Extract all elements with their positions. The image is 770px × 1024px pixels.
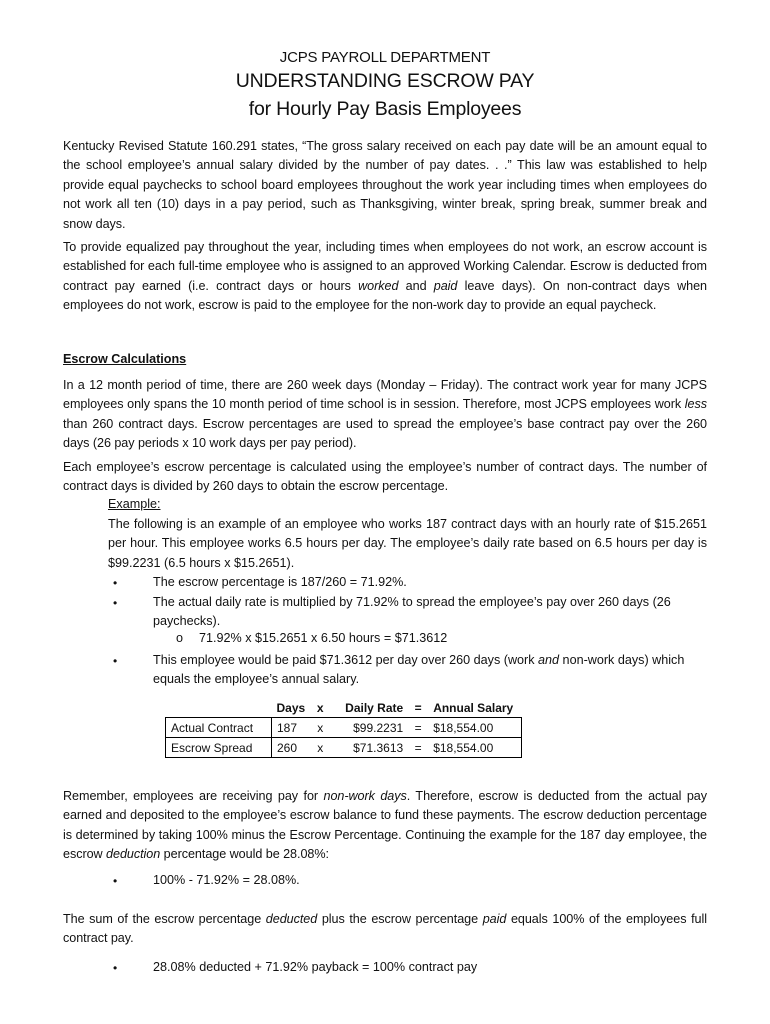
table-header: Daily Rate [345, 700, 404, 715]
department-heading: JCPS PAYROLL DEPARTMENT [279, 49, 491, 66]
table-cell: Escrow Spread [166, 738, 272, 758]
table-row [166, 738, 522, 758]
table-header [166, 698, 272, 718]
table-header: Annual Salary [433, 700, 514, 715]
sum-paragraph: The sum of the escrow percentage deducted plus the escrow percentage paid equals 100% of the employees full contract pay. [63, 912, 707, 946]
table-cell: Actual Contract [166, 718, 272, 738]
statute-paragraph: Kentucky Revised Statute 160.291 states, “The gross salary received on each pay date will be an amount equal to the school employee’s annual salary divided by the number of pay dates. . .” This law was established to help provide equal paychecks to school board employees throughout the work year including times when employees do not work all ten (10) days in a pay period, such as Thanksgiving, winter break, spring break, summer break and snow days. [63, 139, 707, 231]
table-cell: 187 [272, 718, 311, 738]
bullet-deduction-percentage: 100% - 71.92% = 28.08%. [153, 873, 300, 887]
document-title: UNDERSTANDING ESCROW PAY [235, 70, 535, 92]
table-cell: $18,554.00 [428, 718, 522, 738]
bullet-escrow-percentage: The escrow percentage is 187/260 = 71.92%. [153, 575, 407, 589]
escrow-table [165, 698, 522, 758]
bullet-icon: • [113, 874, 118, 888]
table-cell: $99.2231 [330, 718, 408, 738]
escrow-percentage-paragraph: Each employee’s escrow percentage is calculated using the employee’s number of contract days. The number of contract days is divided by 260 days to obtain the escrow percentage. [63, 460, 707, 494]
table-cell: x [310, 718, 330, 738]
table-cell: 260 [272, 738, 311, 758]
bullet-icon: • [113, 596, 118, 610]
table-cell: $71.3613 [330, 738, 408, 758]
table-cell: $18,554.00 [428, 738, 522, 758]
bullet-contract-pay: 28.08% deducted + 71.92% payback = 100% contract pay [153, 960, 478, 974]
example-label: Example: [108, 497, 161, 511]
table-header: Days [276, 700, 306, 715]
escrow-account-paragraph: To provide equalized pay throughout the year, including times when employees do not work, an escrow account is established for each full-time employee who is assigned to an approved Working Calendar. Escrow is deducted from contract pay earned (i.e. contract days or hours worked and paid leave days). On non-contract days when employees do not work, escrow is paid to the employee for the non-work day to provide an equal paycheck. [63, 240, 707, 313]
example-text: The following is an example of an employee who works 187 contract days with an hourly rate of $15.2651 per hour. This employee works 6.5 hours per day. The employee’s daily rate based on 6.5 hours per day is $99.2231 (6.5 hours x $15.2651). [108, 517, 707, 570]
sub-bullet-icon: o [176, 631, 184, 645]
table-cell: x [310, 738, 330, 758]
week-days-paragraph: In a 12 month period of time, there are 260 week days (Monday – Friday). The contract work year for many JCPS employees only spans the 10 month period of time school is in session. Therefore, most JCPS employees work less than 260 contract days. Escrow percentages are used to spread the employee’s base contract pay over the 260 days (26 pay periods x 10 work days per pay period). [63, 378, 707, 451]
sub-bullet-calculation: 71.92% x $15.2651 x 6.50 hours = $71.3612 [199, 631, 448, 645]
table-row [166, 718, 522, 738]
section-heading-escrow-calculations: Escrow Calculations [63, 352, 187, 366]
document-subtitle: for Hourly Pay Basis Employees [248, 98, 522, 120]
table-cell: = [408, 738, 428, 758]
bullet-daily-rate: The actual daily rate is multiplied by 71.92% to spread the employee’s pay over 260 days (26 paychecks). [153, 595, 671, 629]
bullet-icon: • [113, 576, 118, 590]
bullet-icon: • [113, 654, 118, 668]
bullet-icon: • [113, 961, 118, 975]
bullet-paid-per-day: This employee would be paid $71.3612 per day over 260 days (work and non-work days) which equals the employee’s annual salary. [153, 653, 685, 687]
table-header: x [316, 700, 324, 715]
table-header-row [166, 698, 522, 718]
table-cell: = [408, 718, 428, 738]
remember-paragraph: Remember, employees are receiving pay for non-work days. Therefore, escrow is deducted from the actual pay earned and deposited to the employee’s escrow balance to fund these payments. The escrow deduction percentage is determined by taking 100% minus the Escrow Percentage. Continuing the example for the 187 day employee, the escrow deduction percentage would be 28.08%: [63, 789, 707, 862]
table-header: = [414, 700, 422, 715]
